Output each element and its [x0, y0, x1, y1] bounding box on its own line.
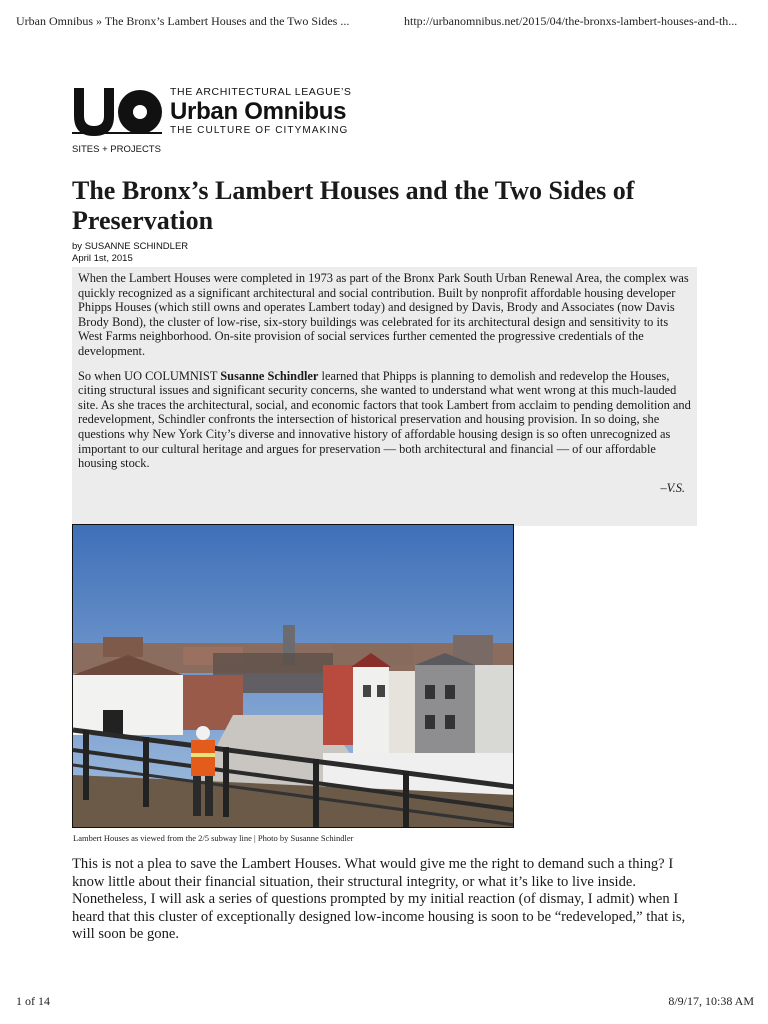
- intro-p2-rest: learned that Phipps is planning to demolish and redevelop the Houses, citing structural issues and significant security concerns, she wanted to understand what went wrong at this much-lauded site. As she traces the architectural, social, and economic factors that took Lambert from acclaim to pending demolition and redevelopment, Schindler confronts the intersection of historical preservation and housing provision. In so doing, she questions why New York City’s diverse and innovative history of affordable housing design is so often unrecognized as important to our cultural heritage and argues for preservation — both architectural and financial — of our affordable housing stock.: [78, 368, 691, 471]
- body-paragraph-1: This is not a plea to save the Lambert Houses. What would give me the right to demand such a thing? I know little about their financial situation, their structural integrity, or what it’s like to live inside. Nonetheless, I will ask a series of questions prompted by my initial reaction (of dismay, I admit) when I heard that this cluster of exceptionally designed low-income housing is soon to be “redeveloped,” that is, will soon be gone.: [72, 856, 686, 942]
- uo-logo-mark-icon: [72, 86, 162, 136]
- photo-caption: Lambert Houses as viewed from the 2/5 subway line | Photo by Susanne Schindler: [73, 833, 354, 843]
- print-header: [16, 14, 756, 29]
- intro-paragraph-1: When the Lambert Houses were completed in 1973 as part of the Bronx Park South Urban Renewal Area, the complex was quickly recognized as a significant architectural and social contribution. Built by nonprofit affordable housing developer Phipps Houses (which still owns and operates Lambert today) and designed by Davis, Brody and Associates (now Davis Brody Bond), the cluster of low-rise, six-story buildings was celebrated for its architectural design and sensitivity to its West Farms neighborhood. On-site provision of social services further cemented the progressive credentials of the development.: [78, 271, 689, 358]
- byline-prefix: by: [72, 241, 83, 252]
- byline: [72, 241, 188, 265]
- intro-paragraph-2: [78, 369, 691, 471]
- author-link[interactable]: SUSANNE SCHINDLER: [84, 241, 189, 252]
- category-link[interactable]: SITES + PROJECTS: [72, 144, 161, 155]
- logo-tagline: THE CULTURE OF CITYMAKING: [170, 125, 349, 136]
- lambert-houses-photo-illustration: [73, 525, 514, 828]
- columnist-name: Susanne Schindler: [220, 368, 319, 383]
- logo-text: [170, 86, 352, 136]
- article-photo: [72, 524, 514, 828]
- print-footer: [16, 994, 754, 1009]
- print-timestamp: 8/9/17, 10:38 AM: [668, 994, 754, 1008]
- intro-box: [72, 267, 697, 526]
- urban-omnibus-logo[interactable]: [72, 86, 352, 138]
- editor-signature: –V.S.: [660, 480, 685, 495]
- intro-p2-lead: So when UO COLUMNIST: [78, 368, 218, 383]
- print-page-title: Urban Omnibus » The Bronx’s Lambert Houses and the Two Sides ...: [16, 14, 350, 28]
- print-page-url[interactable]: http://urbanomnibus.net/2015/04/the-bronxs-lambert-houses-and-th...: [404, 14, 738, 28]
- publish-date: April 1st, 2015: [72, 253, 133, 264]
- page-number: 1 of 14: [16, 994, 50, 1008]
- logo-league-line: THE ARCHITECTURAL LEAGUE’S: [170, 86, 352, 98]
- logo-name: Urban Omnibus: [170, 98, 347, 125]
- article-title: The Bronx’s Lambert Houses and the Two Sides of Preservation: [72, 176, 635, 235]
